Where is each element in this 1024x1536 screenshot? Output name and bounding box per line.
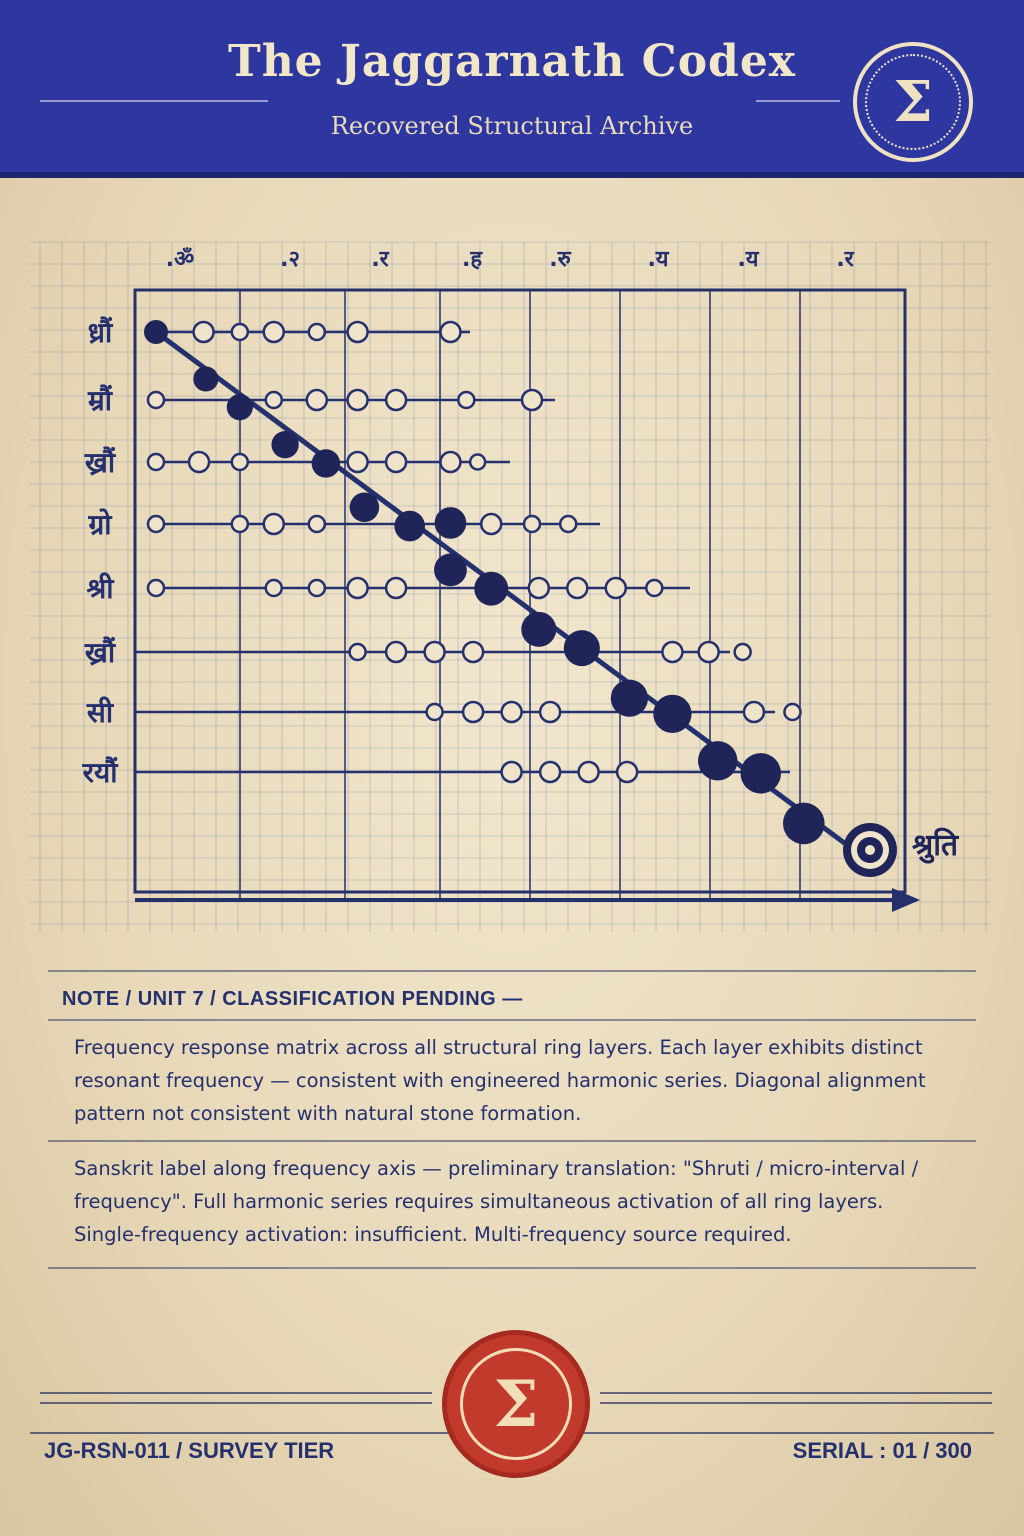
open-dot xyxy=(540,702,560,722)
filled-dot xyxy=(653,695,691,733)
open-dot xyxy=(264,322,284,342)
target-center xyxy=(865,845,875,855)
open-dot xyxy=(617,762,637,782)
footer-serial: SERIAL : 01 / 300 xyxy=(792,1438,972,1463)
open-dot xyxy=(470,455,485,470)
open-dot xyxy=(266,392,282,408)
open-dot xyxy=(232,324,248,340)
open-dot xyxy=(425,642,445,662)
open-dot xyxy=(440,452,460,472)
column-label: .ह xyxy=(461,247,483,272)
notes-rule-top xyxy=(48,970,976,972)
open-dot xyxy=(529,578,549,598)
notes-paragraph-1: Frequency response matrix across all structural ring layers. Each layer exhibits distinct resonant frequency — consistent with engineered harmonic series. Diagonal alignment pattern not consistent with natural stone formation. xyxy=(74,1036,926,1125)
open-dot xyxy=(309,324,325,340)
open-dot xyxy=(348,322,368,342)
filled-dot xyxy=(271,431,298,458)
open-dot xyxy=(148,454,164,470)
open-dot xyxy=(579,762,599,782)
open-dot xyxy=(784,704,800,720)
open-dot xyxy=(744,702,764,722)
notes-rule-2 xyxy=(48,1140,976,1142)
notes-heading: NOTE / UNIT 7 / CLASSIFICATION PENDING — xyxy=(62,988,523,1010)
filled-dot xyxy=(193,366,218,391)
row-label: ग्रो xyxy=(88,508,112,541)
open-dot xyxy=(735,644,751,660)
open-dot xyxy=(148,392,164,408)
filled-dot xyxy=(698,741,737,780)
footer-rule-left-2 xyxy=(40,1402,432,1404)
notes-rule-bottom xyxy=(48,1267,976,1269)
column-label: .य xyxy=(737,247,759,272)
seal-glyph: Σ xyxy=(460,1348,572,1460)
open-dot xyxy=(386,452,406,472)
open-dot xyxy=(194,322,214,342)
open-dot xyxy=(502,762,522,782)
filled-dots xyxy=(144,320,825,844)
filled-dot xyxy=(474,572,508,606)
open-dot xyxy=(502,702,522,722)
column-label: .र xyxy=(836,247,854,272)
frequency-matrix-chart xyxy=(0,172,1024,970)
sigma-glyph: Σ xyxy=(865,54,961,150)
footer-rule-right-2 xyxy=(600,1402,992,1404)
open-dot xyxy=(386,390,406,410)
open-dot xyxy=(148,516,164,532)
notes-section xyxy=(48,970,976,1269)
filled-dot xyxy=(435,507,467,539)
open-dot xyxy=(662,642,682,662)
open-dot xyxy=(307,390,327,410)
filled-dot xyxy=(434,553,467,586)
header-rule-right xyxy=(756,100,840,102)
open-dot xyxy=(232,454,248,470)
open-dot xyxy=(699,642,719,662)
open-dot xyxy=(522,390,542,410)
open-dot xyxy=(463,642,483,662)
open-dot xyxy=(463,702,483,722)
filled-dot xyxy=(350,493,380,523)
open-dot xyxy=(386,578,406,598)
row-label: श्री xyxy=(86,572,114,605)
filled-dot xyxy=(227,394,253,420)
open-dot xyxy=(348,390,368,410)
open-dot xyxy=(348,578,368,598)
target-bullseye-icon xyxy=(843,823,897,877)
filled-dot xyxy=(521,612,556,647)
open-dot xyxy=(350,644,366,660)
open-dot xyxy=(386,642,406,662)
row-label: रयौं xyxy=(82,756,118,789)
column-labels xyxy=(166,247,855,272)
filled-dot xyxy=(564,630,600,666)
notes-rule-1 xyxy=(48,1019,976,1021)
open-dot xyxy=(427,704,443,720)
filled-dot xyxy=(611,680,648,717)
column-label: .२ xyxy=(280,247,300,272)
open-dot xyxy=(606,578,626,598)
filled-dot xyxy=(312,449,340,477)
column-label: .ॐ xyxy=(165,247,195,272)
row-label: ध्रौं xyxy=(87,316,113,349)
footer-reference: JG-RSN-011 / SURVEY TIER xyxy=(44,1438,335,1463)
row-label: ख्रौं xyxy=(84,446,116,479)
open-dot xyxy=(458,392,474,408)
open-dot xyxy=(309,516,325,532)
row-labels xyxy=(82,316,120,789)
filled-dot xyxy=(394,511,425,542)
open-dot xyxy=(646,580,662,596)
axis-label: श्रुति xyxy=(912,828,959,863)
filled-dot xyxy=(741,753,782,794)
column-label: .य xyxy=(647,247,669,272)
page-subtitle: Recovered Structural Archive xyxy=(330,112,694,140)
open-dot xyxy=(148,580,164,596)
open-dot xyxy=(348,452,368,472)
column-label: .र xyxy=(371,247,389,272)
open-dot xyxy=(309,580,325,596)
footer-rule-left-1 xyxy=(40,1392,432,1394)
open-dot xyxy=(560,516,576,532)
open-dot xyxy=(540,762,560,782)
column-label: .रु xyxy=(549,247,571,272)
open-dot xyxy=(189,452,209,472)
open-dot xyxy=(567,578,587,598)
header-rule-left xyxy=(40,100,268,102)
row-label: ख्रौं xyxy=(84,636,116,669)
open-dot xyxy=(232,516,248,532)
filled-dot xyxy=(783,803,825,845)
filled-dot xyxy=(144,320,168,344)
open-dot xyxy=(266,580,282,596)
header-band xyxy=(0,0,1024,178)
page-title: The Jaggarnath Codex xyxy=(227,36,797,87)
notes-paragraph-2: Sanskrit label along frequency axis — preliminary translation: "Shruti / micro-interval / frequency". Full harmonic series requires simultaneous activation of all ring layers. Single-frequency activation: insufficient. Multi-frequency source required. xyxy=(74,1157,919,1246)
row-label: सी xyxy=(86,696,114,729)
footer-rule-right-1 xyxy=(600,1392,992,1394)
open-dot xyxy=(440,322,460,342)
open-dot xyxy=(264,514,284,534)
row-label: म्रौं xyxy=(88,384,112,417)
sigma-emblem-icon xyxy=(853,42,973,162)
sigma-seal-icon xyxy=(442,1330,590,1478)
open-dot xyxy=(481,514,501,534)
open-dot xyxy=(524,516,540,532)
